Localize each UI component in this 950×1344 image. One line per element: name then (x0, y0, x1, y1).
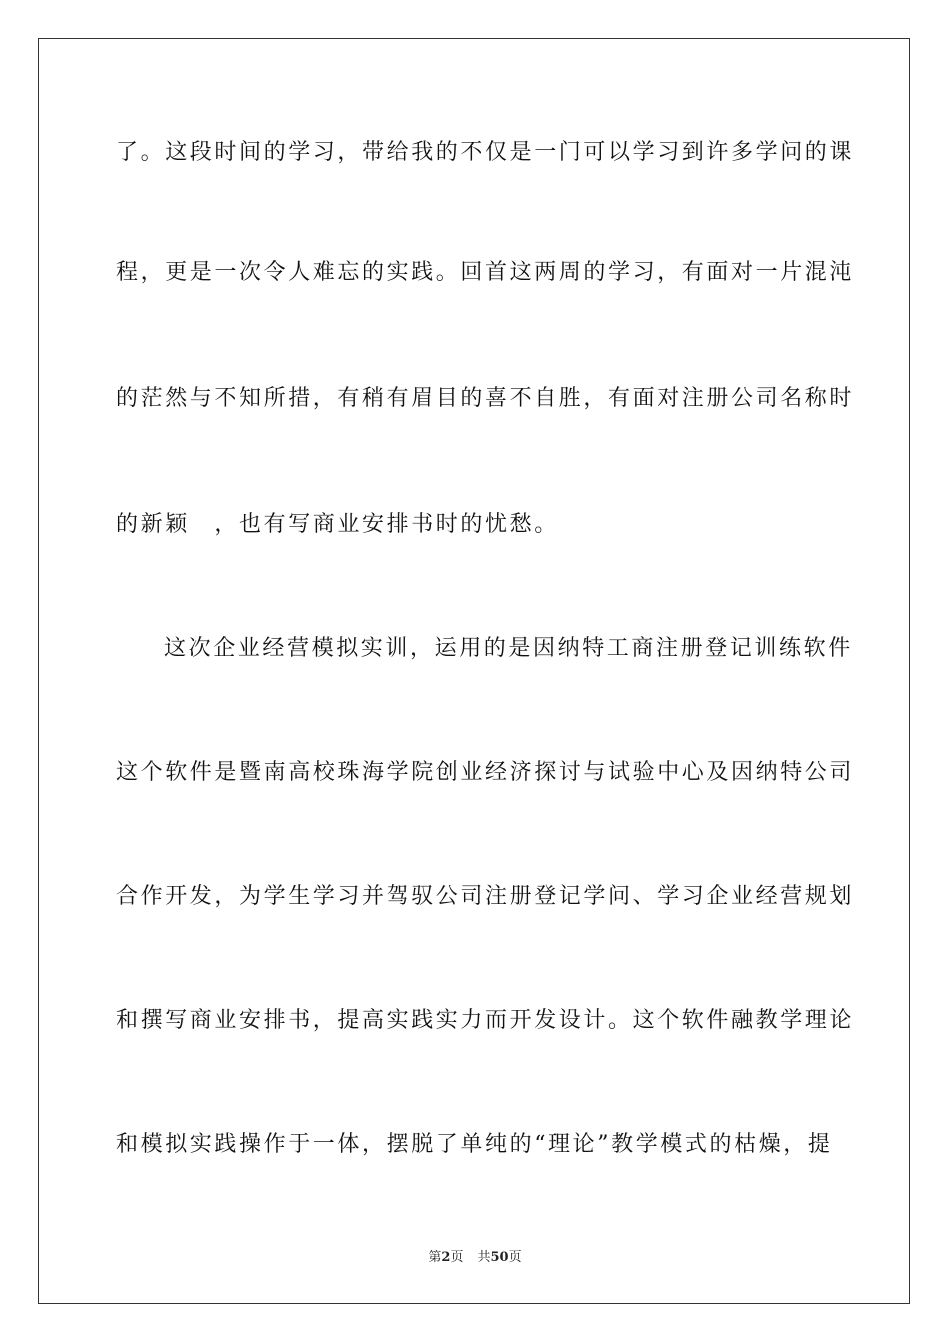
body-line-7: 合作开发，为学生学习并驾驭公司注册登记学问、学习企业经营规划 (116, 884, 855, 909)
footer-page-prefix: 第 (428, 1250, 442, 1265)
body-line-1: 了。这段时间的学习，带给我的不仅是一门可以学习到许多学问的课 (116, 140, 855, 165)
page-footer (0, 1249, 950, 1267)
body-line-5: 这次企业经营模拟实训，运用的是因纳特工商注册登记训练软件 (164, 636, 853, 661)
footer-total-prefix: 共 (477, 1250, 491, 1265)
body-line-8: 和撰写商业安排书，提高实践实力而开发设计。这个软件融教学理论 (116, 1008, 855, 1033)
body-line-9: 和模拟实践操作于一体，摆脱了单纯的“理论”教学模式的枯燥，提 (116, 1132, 833, 1157)
body-line-6: 这个软件是暨南高校珠海学院创业经济探讨与试验中心及因纳特公司 (116, 760, 855, 785)
page-border (38, 38, 910, 1304)
footer-total-pages: 50 (490, 1250, 509, 1265)
footer-total-suffix: 页 (508, 1250, 522, 1265)
footer-page-number: 2 (441, 1250, 451, 1265)
footer-page-suffix: 页 (450, 1250, 464, 1265)
body-line-2: 程，更是一次令人难忘的实践。回首这两周的学习，有面对一片混沌 (116, 260, 855, 285)
body-line-4: 的新颖 ，也有写商业安排书时的忧愁。 (116, 512, 559, 537)
body-line-3: 的茫然与不知所措，有稍有眉目的喜不自胜，有面对注册公司名称时 (116, 386, 855, 411)
